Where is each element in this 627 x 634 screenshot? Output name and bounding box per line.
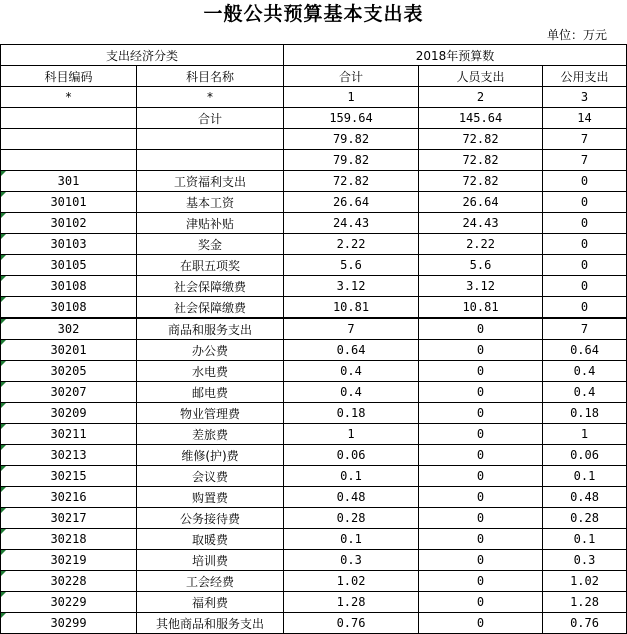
cell-name[interactable]: 公务接待费	[137, 508, 284, 529]
cell-name[interactable]: 会议费	[137, 466, 284, 487]
cell-total[interactable]: 1.02	[284, 571, 419, 592]
header-group-row	[1, 45, 627, 66]
cell-code[interactable]: 30211	[1, 424, 137, 445]
cell-code[interactable]: 30216	[1, 487, 137, 508]
header-idx-name[interactable]: *	[137, 87, 284, 108]
cell-code[interactable]: 30218	[1, 529, 137, 550]
cell-personnel[interactable]: 145.64	[419, 108, 543, 129]
cell-total[interactable]: 72.82	[284, 171, 419, 192]
cell-personnel[interactable]: 72.82	[419, 171, 543, 192]
cell-code[interactable]: 30299	[1, 613, 137, 634]
cell-total[interactable]: 10.81	[284, 297, 419, 319]
cell-code[interactable]: 30205	[1, 361, 137, 382]
cell-name[interactable]: 福利费	[137, 592, 284, 613]
cell-total[interactable]: 0.1	[284, 529, 419, 550]
cell-personnel[interactable]: 3.12	[419, 276, 543, 297]
header-col-public[interactable]: 公用支出	[543, 66, 627, 87]
cell-total[interactable]: 0.76	[284, 613, 419, 634]
summary-row	[1, 150, 627, 171]
cell-code[interactable]: 30103	[1, 234, 137, 255]
cell-code[interactable]	[1, 108, 137, 129]
table-row	[1, 529, 627, 550]
cell-total[interactable]: 159.64	[284, 108, 419, 129]
cell-name[interactable]: 在职五项奖	[137, 255, 284, 276]
table-row	[1, 487, 627, 508]
table-row	[1, 297, 627, 319]
table-row	[1, 234, 627, 255]
cell-personnel[interactable]: 72.82	[419, 150, 543, 171]
cell-public[interactable]: 0.76	[543, 613, 627, 634]
cell-public[interactable]: 0.28	[543, 508, 627, 529]
cell-name[interactable]: 合计	[137, 108, 284, 129]
cell-personnel[interactable]: 10.81	[419, 297, 543, 319]
cell-code[interactable]	[1, 129, 137, 150]
cell-public[interactable]: 14	[543, 108, 627, 129]
cell-code[interactable]: 30217	[1, 508, 137, 529]
budget-table	[0, 44, 627, 634]
header-column-row	[1, 66, 627, 87]
cell-public[interactable]: 1.02	[543, 571, 627, 592]
cell-public[interactable]: 7	[543, 318, 627, 340]
cell-personnel[interactable]: 0	[419, 508, 543, 529]
table-row	[1, 213, 627, 234]
cell-total[interactable]: 1.28	[284, 592, 419, 613]
cell-personnel[interactable]: 0	[419, 424, 543, 445]
cell-code[interactable]: 30108	[1, 276, 137, 297]
header-group-right[interactable]: 2018年预算数	[284, 45, 627, 66]
cell-public[interactable]: 0.18	[543, 403, 627, 424]
cell-name[interactable]	[137, 129, 284, 150]
header-idx-public[interactable]: 3	[543, 87, 627, 108]
cell-name[interactable]: 差旅费	[137, 424, 284, 445]
cell-name[interactable]: 工资福利支出	[137, 171, 284, 192]
cell-code[interactable]: 30219	[1, 550, 137, 571]
table-row	[1, 445, 627, 466]
cell-total[interactable]: 0.48	[284, 487, 419, 508]
cell-name[interactable]: 购置费	[137, 487, 284, 508]
table-row	[1, 508, 627, 529]
table-row	[1, 192, 627, 213]
cell-public[interactable]: 1.28	[543, 592, 627, 613]
table-row	[1, 403, 627, 424]
cell-name[interactable]: 商品和服务支出	[137, 318, 284, 340]
cell-public[interactable]: 0.3	[543, 550, 627, 571]
cell-total[interactable]: 79.82	[284, 129, 419, 150]
cell-public[interactable]: 0.1	[543, 466, 627, 487]
cell-total[interactable]: 0.18	[284, 403, 419, 424]
cell-total[interactable]: 0.1	[284, 466, 419, 487]
table-row	[1, 571, 627, 592]
cell-total[interactable]: 0.4	[284, 361, 419, 382]
cell-name[interactable]: 培训费	[137, 550, 284, 571]
cell-public[interactable]: 0.1	[543, 529, 627, 550]
cell-personnel[interactable]: 24.43	[419, 213, 543, 234]
cell-name[interactable]: 社会保障缴费	[137, 276, 284, 297]
cell-code[interactable]	[1, 150, 137, 171]
cell-name[interactable]: 水电费	[137, 361, 284, 382]
summary-row	[1, 108, 627, 129]
header-group-left[interactable]: 支出经济分类	[1, 45, 284, 66]
table-row	[1, 592, 627, 613]
cell-personnel[interactable]: 0	[419, 403, 543, 424]
cell-code[interactable]: 30213	[1, 445, 137, 466]
cell-public[interactable]: 7	[543, 150, 627, 171]
table-row	[1, 255, 627, 276]
cell-name[interactable]: 其他商品和服务支出	[137, 613, 284, 634]
header-col-name[interactable]: 科目名称	[137, 66, 284, 87]
summary-row	[1, 129, 627, 150]
cell-public[interactable]: 0	[543, 171, 627, 192]
cell-code[interactable]: 30105	[1, 255, 137, 276]
cell-personnel[interactable]: 72.82	[419, 129, 543, 150]
cell-code[interactable]: 301	[1, 171, 137, 192]
cell-name[interactable]: 津贴补贴	[137, 213, 284, 234]
cell-code[interactable]: 30215	[1, 466, 137, 487]
table-row	[1, 318, 627, 340]
cell-name[interactable]: 奖金	[137, 234, 284, 255]
cell-personnel[interactable]: 0	[419, 571, 543, 592]
table-row	[1, 340, 627, 361]
cell-name[interactable]: 办公费	[137, 340, 284, 361]
cell-code[interactable]: 30229	[1, 592, 137, 613]
cell-total[interactable]: 0.3	[284, 550, 419, 571]
cell-total[interactable]: 0.28	[284, 508, 419, 529]
cell-public[interactable]: 1	[543, 424, 627, 445]
header-idx-code[interactable]: *	[1, 87, 137, 108]
cell-code[interactable]: 30207	[1, 382, 137, 403]
header-col-code[interactable]: 科目编码	[1, 66, 137, 87]
cell-personnel[interactable]: 2.22	[419, 234, 543, 255]
header-col-total[interactable]: 合计	[284, 66, 419, 87]
cell-personnel[interactable]: 0	[419, 382, 543, 403]
table-row	[1, 466, 627, 487]
table-row	[1, 361, 627, 382]
cell-public[interactable]: 0.4	[543, 382, 627, 403]
cell-personnel[interactable]: 0	[419, 466, 543, 487]
cell-name[interactable]	[137, 150, 284, 171]
unit-label: 单位：万元	[546, 28, 607, 42]
cell-name[interactable]: 邮电费	[137, 382, 284, 403]
cell-personnel[interactable]: 0	[419, 529, 543, 550]
table-row	[1, 382, 627, 403]
cell-personnel[interactable]: 0	[419, 318, 543, 340]
cell-name[interactable]: 取暖费	[137, 529, 284, 550]
cell-code[interactable]: 30108	[1, 297, 137, 319]
cell-total[interactable]: 0.06	[284, 445, 419, 466]
cell-public[interactable]: 0.64	[543, 340, 627, 361]
table-row	[1, 276, 627, 297]
cell-personnel[interactable]: 0	[419, 340, 543, 361]
cell-public[interactable]: 0	[543, 192, 627, 213]
cell-public[interactable]: 0.48	[543, 487, 627, 508]
cell-code[interactable]: 30209	[1, 403, 137, 424]
cell-code[interactable]: 30101	[1, 192, 137, 213]
cell-total[interactable]: 5.6	[284, 255, 419, 276]
table-row	[1, 613, 627, 634]
table-row	[1, 424, 627, 445]
cell-total[interactable]: 2.22	[284, 234, 419, 255]
cell-name[interactable]: 维修(护)费	[137, 445, 284, 466]
cell-personnel[interactable]: 5.6	[419, 255, 543, 276]
cell-personnel[interactable]: 0	[419, 613, 543, 634]
cell-personnel[interactable]: 26.64	[419, 192, 543, 213]
cell-personnel[interactable]: 0	[419, 487, 543, 508]
header-col-personnel[interactable]: 人员支出	[419, 66, 543, 87]
cell-public[interactable]: 0	[543, 213, 627, 234]
cell-public[interactable]: 0.06	[543, 445, 627, 466]
cell-total[interactable]: 26.64	[284, 192, 419, 213]
cell-public[interactable]: 0	[543, 255, 627, 276]
cell-total[interactable]: 0.4	[284, 382, 419, 403]
cell-total[interactable]: 7	[284, 318, 419, 340]
cell-total[interactable]: 3.12	[284, 276, 419, 297]
cell-public[interactable]: 0	[543, 297, 627, 319]
cell-total[interactable]: 0.64	[284, 340, 419, 361]
cell-personnel[interactable]: 0	[419, 361, 543, 382]
cell-public[interactable]: 0	[543, 234, 627, 255]
cell-public[interactable]: 0.4	[543, 361, 627, 382]
cell-name[interactable]: 社会保障缴费	[137, 297, 284, 319]
cell-public[interactable]: 7	[543, 129, 627, 150]
header-index-row	[1, 87, 627, 108]
table-row	[1, 171, 627, 192]
cell-name[interactable]: 物业管理费	[137, 403, 284, 424]
cell-total[interactable]: 1	[284, 424, 419, 445]
page-title: 一般公共预算基本支出表	[203, 3, 424, 25]
cell-personnel[interactable]: 0	[419, 445, 543, 466]
cell-code[interactable]: 30102	[1, 213, 137, 234]
cell-name[interactable]: 工会经费	[137, 571, 284, 592]
cell-total[interactable]: 24.43	[284, 213, 419, 234]
cell-code[interactable]: 30228	[1, 571, 137, 592]
table-row	[1, 550, 627, 571]
cell-name[interactable]: 基本工资	[137, 192, 284, 213]
cell-total[interactable]: 79.82	[284, 150, 419, 171]
cell-public[interactable]: 0	[543, 276, 627, 297]
header-idx-personnel[interactable]: 2	[419, 87, 543, 108]
header-idx-total[interactable]: 1	[284, 87, 419, 108]
cell-personnel[interactable]: 0	[419, 592, 543, 613]
cell-code[interactable]: 302	[1, 318, 137, 340]
cell-code[interactable]: 30201	[1, 340, 137, 361]
cell-personnel[interactable]: 0	[419, 550, 543, 571]
